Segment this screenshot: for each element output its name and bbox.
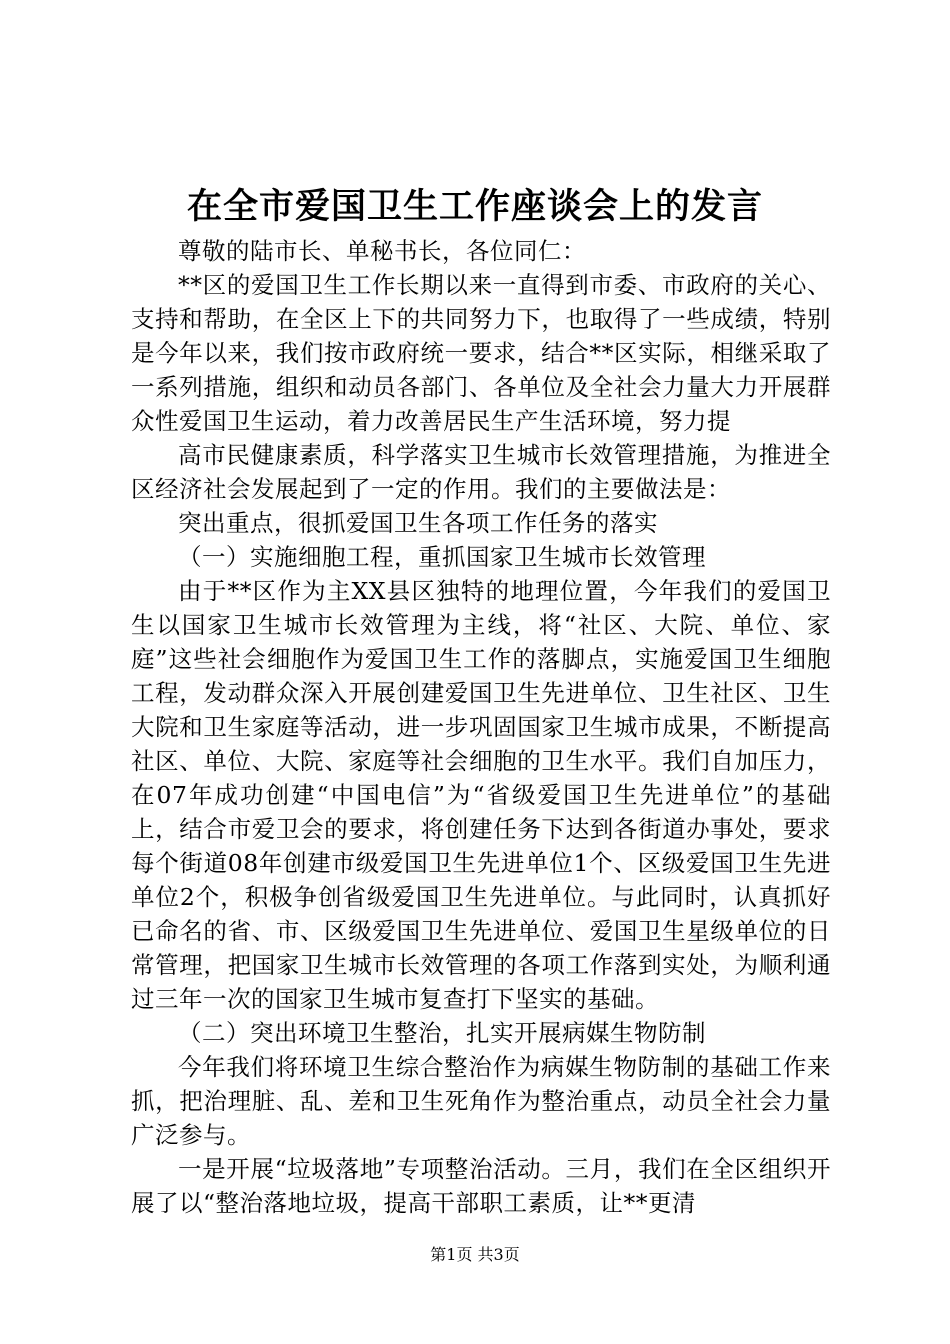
page-number-footer: 第1页 共3页 <box>430 1245 520 1264</box>
subsection-heading: （一）实施细胞工程，重抓国家卫生城市长效管理 <box>178 543 706 571</box>
body-paragraph: 今年我们将环境卫生综合整治作为病媒生物防制的基础工作来抓，把治理脏、乱、差和卫生死角作为整治重点，动员全社会力量广泛参与。 <box>131 1053 831 1149</box>
document-body <box>131 234 831 1220</box>
subsection-heading: （二）突出环境卫生整治，扎实开展病媒生物防制 <box>178 1019 706 1047</box>
section-heading: 突出重点，很抓爱国卫生各项工作任务的落实 <box>178 509 658 537</box>
salutation-paragraph: 尊敬的陆市长、单秘书长，各位同仁： <box>178 237 586 265</box>
body-paragraph: 一是开展“垃圾落地”专项整治活动。三月，我们在全区组织开展了以“整治落地垃圾，提高干部职工素质，让**更清 <box>131 1155 831 1217</box>
document-title: 在全市爱国卫生工作座谈会上的发言 <box>186 186 763 227</box>
body-paragraph: 高市民健康素质，科学落实卫生城市长效管理措施，为推进全区经济社会发展起到了一定的作用。我们的主要做法是： <box>131 441 831 503</box>
body-paragraph: **区的爱国卫生工作长期以来一直得到市委、市政府的关心、支持和帮助，在全区上下的共同努力下，也取得了一些成绩，特别是今年以来，我们按市政府统一要求，结合**区实际，相继采取了一系列措施，组织和动员各部门、各单位及全社会力量大力开展群众性爱国卫生运动，着力改善居民生产生活环境，努力提 <box>131 271 831 435</box>
body-paragraph: 由于**区作为主XX县区独特的地理位置，今年我们的爱国卫生以国家卫生城市长效管理为主线，将“社区、大院、单位、家庭”这些社会细胞作为爱国卫生工作的落脚点，实施爱国卫生细胞工程，发动群众深入开展创建爱国卫生先进单位、卫生社区、卫生大院和卫生家庭等活动，进一步巩固国家卫生城市成果，不断提高社区、单位、大院、家庭等社会细胞的卫生水平。我们自加压力，在07年成功创建“中国电信”为“省级爱国卫生先进单位”的基础上，结合市爱卫会的要求，将创建任务下达到各街道办事处，要求每个街道08年创建市级爱国卫生先进单位1个、区级爱国卫生先进单位2个，积极争创省级爱国卫生先进单位。与此同时，认真抓好已命名的省、市、区级爱国卫生先进单位、爱国卫生星级单位的日常管理，把国家卫生城市长效管理的各项工作落到实处，为顺利通过三年一次的国家卫生城市复查打下坚实的基础。 <box>131 577 831 1013</box>
